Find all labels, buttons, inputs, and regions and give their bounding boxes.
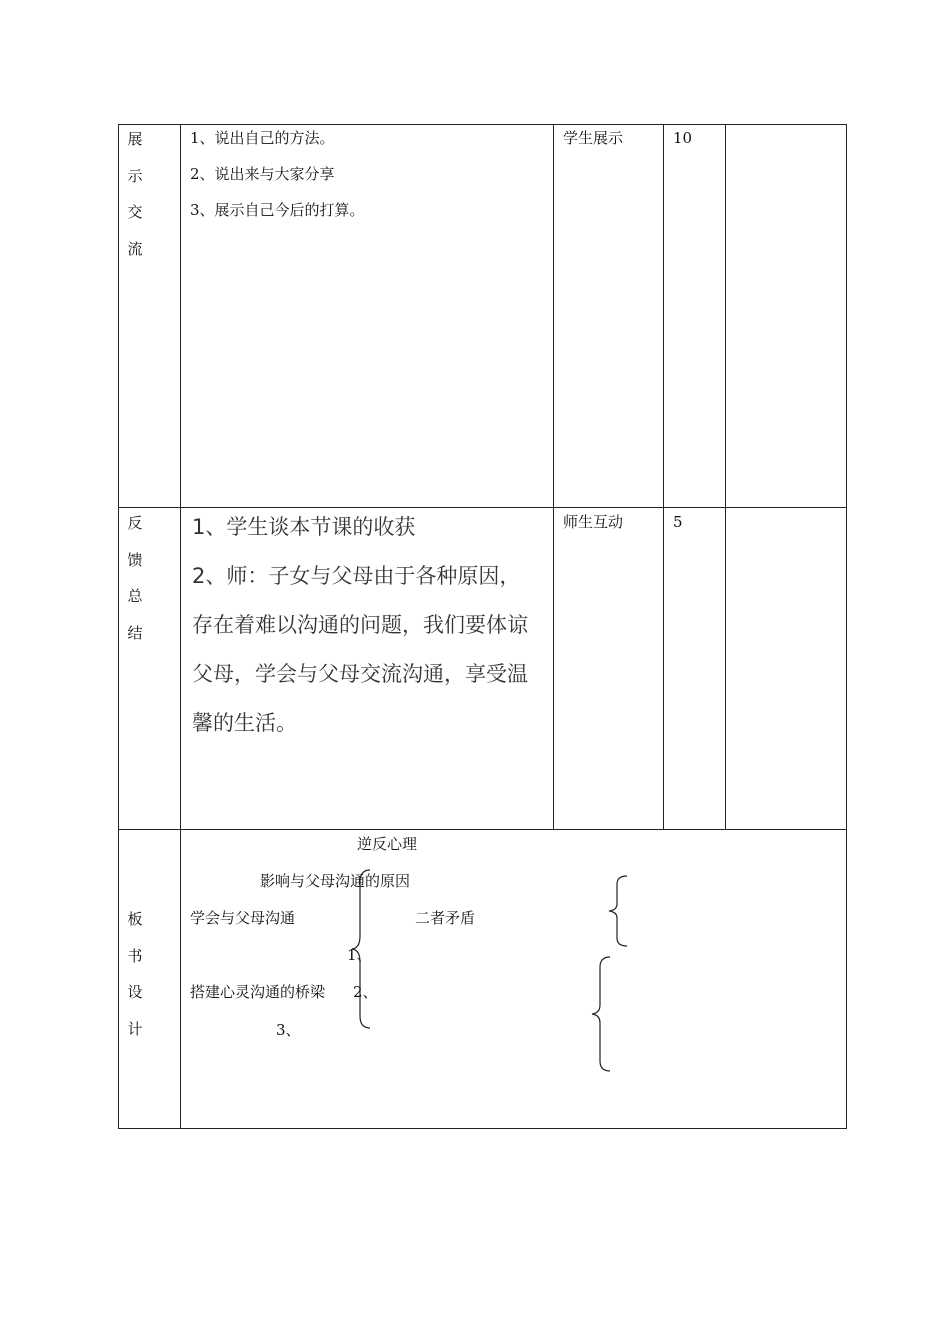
stage-char: 结 <box>127 623 143 642</box>
stage-char: 设 <box>127 983 143 1001</box>
stage-char: 计 <box>127 1019 143 1038</box>
stage-label-board <box>125 909 145 1055</box>
stage-char: 板 <box>127 910 143 928</box>
table-col-divider <box>180 124 181 1129</box>
stage-char: 馈 <box>127 550 143 569</box>
table-border-left <box>118 124 119 1129</box>
minutes-cell: 10 <box>673 129 693 147</box>
feedback-line: 2、师：子女与父母由于各种原因， <box>192 564 521 588</box>
feedback-line: 存在着难以沟通的问题，我们要体谅 <box>192 613 528 637</box>
table-col-divider <box>725 124 726 830</box>
activity-cell: 师生互动 <box>563 513 624 531</box>
board-learn: 学会与父母沟通 <box>190 909 296 927</box>
table-col-divider <box>553 124 554 830</box>
board-number-1: 1、 <box>347 946 372 964</box>
stage-char: 交 <box>127 203 143 221</box>
table-border-right <box>846 124 847 1129</box>
board-conflict: 二者矛盾 <box>415 909 476 927</box>
brace-right-small <box>605 874 631 948</box>
stage-char: 总 <box>127 587 143 605</box>
stage-char: 示 <box>127 166 143 185</box>
board-number-2: 2、 <box>353 983 378 1001</box>
stage-char: 展 <box>127 130 143 148</box>
table-row-divider <box>118 829 847 830</box>
content-item: 2、说出来与大家分享 <box>190 165 335 183</box>
content-item: 1、说出自己的方法。 <box>190 129 335 147</box>
table-border-top <box>118 124 847 125</box>
brace-right-large <box>588 955 614 1075</box>
feedback-text-block <box>192 503 528 748</box>
table-border-bottom <box>118 1128 847 1129</box>
minutes-cell: 5 <box>673 513 683 531</box>
board-bridge: 搭建心灵沟通的桥梁 <box>190 983 326 1001</box>
stage-label-feedback <box>125 513 145 659</box>
feedback-line: 父母，学会与父母交流沟通，享受温 <box>192 662 528 686</box>
feedback-line: 馨的生活。 <box>192 711 297 735</box>
board-reason: 影响与父母沟通的原因 <box>260 872 411 890</box>
board-title: 逆反心理 <box>357 835 418 853</box>
brace-left-large <box>350 868 380 1030</box>
stage-char: 流 <box>127 239 143 258</box>
feedback-line: 1、学生谈本节课的收获 <box>192 515 416 539</box>
activity-cell: 学生展示 <box>563 129 624 147</box>
stage-char: 书 <box>127 946 143 965</box>
content-item: 3、展示自己今后的打算。 <box>190 201 365 219</box>
stage-char: 反 <box>127 514 143 532</box>
stage-label-display <box>125 129 145 275</box>
board-number-3: 3、 <box>276 1021 301 1039</box>
table-col-divider <box>663 124 664 830</box>
